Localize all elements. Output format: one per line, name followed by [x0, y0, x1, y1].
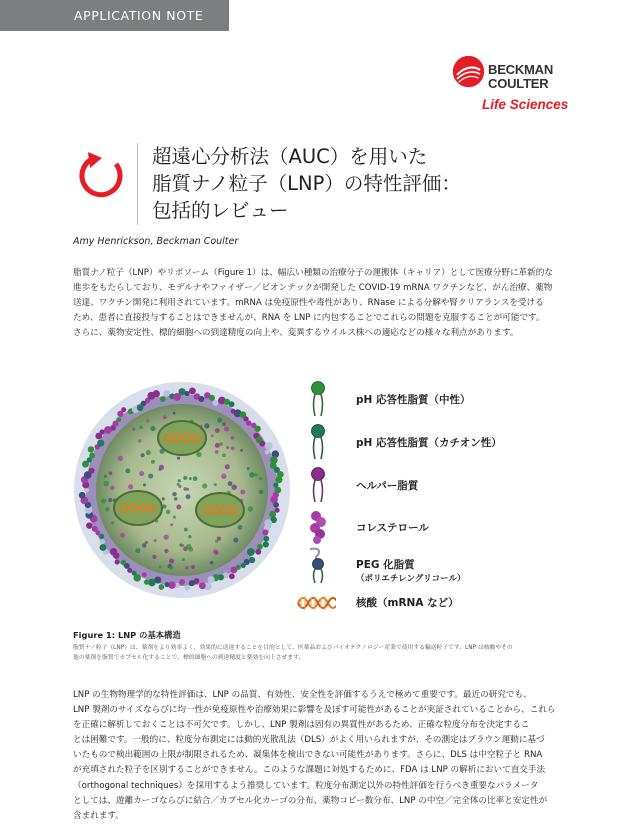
lipid-head	[257, 544, 263, 550]
body-line: （orthogonal techniques）を採用するよう推奨しています。粒度分布測定以外の特性評価を行うべき重要なパラメータ	[73, 780, 539, 791]
lipid-head	[164, 582, 169, 587]
body-line: LNP の生物物理学的な特性評価は、LNP の品質、有効性、安全性を評価するうえで極めて重要です。最近の研究でも、	[73, 690, 532, 700]
lipid-particle	[215, 450, 219, 454]
figure-description-line: 他の薬剤を脂質でカプセル化することで、標的細胞への到達精度と薬効を向上させます。	[73, 655, 305, 661]
lipid-particle	[162, 497, 165, 500]
lipid-nanoparticle-illustration	[70, 378, 295, 603]
lipid-particle	[176, 504, 181, 509]
lipid-particle	[188, 535, 191, 538]
lipid-head	[262, 529, 268, 535]
lipid-legend	[300, 380, 560, 610]
title-line-3: 包括的レビュー	[152, 199, 289, 222]
lipid-particle	[166, 510, 171, 515]
lipid-particle	[111, 521, 114, 524]
lipid-head	[189, 580, 195, 586]
lipid-particle	[101, 498, 106, 503]
lipid-particle	[231, 447, 235, 451]
lipid-particle	[240, 489, 245, 494]
lipid-head	[246, 420, 252, 426]
lipid-head	[184, 585, 190, 591]
legend-label: PEG 化脂質	[356, 559, 415, 571]
lipid-particle	[172, 492, 176, 496]
lipid-head	[92, 526, 98, 532]
body-line: 含まれます。	[73, 810, 124, 821]
lipid-head	[88, 446, 94, 452]
lipid-particle	[202, 483, 207, 488]
lipid-head	[100, 544, 107, 551]
beckman-coulter-logo[interactable]	[452, 52, 572, 122]
lipid-particle	[104, 475, 107, 478]
lipid-head	[259, 441, 265, 447]
lipid-particle	[164, 549, 168, 553]
intro-line: さらに、薬物安定性、標的細胞への到達精度の向上や、変異するウイルス株への適応などの様々な利点があります。	[73, 328, 519, 339]
lipid-head	[127, 568, 132, 573]
lipid-particle	[132, 428, 135, 431]
legend-item-helper-lipid	[300, 466, 560, 502]
lipid-particle	[110, 486, 114, 490]
lipid-head	[160, 397, 165, 402]
lipid-particle	[169, 566, 173, 570]
lipid-particle	[164, 534, 169, 539]
lipid-particle	[146, 419, 149, 422]
lipid-particle	[184, 528, 188, 532]
refresh-cycle-icon	[74, 150, 126, 202]
lipid-particle	[215, 428, 220, 433]
lipid-particle	[248, 506, 254, 512]
lipid-particle	[240, 449, 243, 452]
lipid-head	[269, 511, 276, 518]
lipid-particle	[108, 498, 112, 502]
lipid-head	[263, 536, 269, 542]
beckman-logo-icon	[452, 55, 485, 88]
lipid-particle	[120, 533, 125, 538]
lipid-particle	[152, 555, 156, 559]
intro-line: 進歩をもたらしており、モデルナやファイザー／ビオンテックが開発した COVID-19 mRNA ワクチンなど、がん治療、薬物	[73, 283, 553, 294]
lipid-particle	[254, 473, 257, 476]
lipid-head	[115, 560, 120, 565]
lipid-particle	[228, 481, 233, 486]
lipid-head	[142, 572, 147, 577]
body-line: が充填された粒子を区別することができません。このような課題に対処するために、FDA は LNP の解析において直交手法	[73, 765, 546, 776]
logo-text-beckman: BECKMAN	[488, 62, 554, 77]
figure-caption: Figure 1: LNP の基本構造	[73, 630, 181, 640]
lipid-head	[121, 407, 126, 412]
lipid-head	[263, 541, 269, 547]
lipid-particle	[259, 490, 264, 495]
peg-lipid-icon	[300, 545, 336, 585]
lipid-head	[212, 400, 218, 406]
legend-sublabel: （ポリエチレングリコール）	[356, 574, 466, 584]
lipid-particle	[105, 507, 110, 512]
lipid-head	[121, 560, 126, 565]
lipid-particle	[186, 544, 192, 550]
lipid-particle	[233, 538, 238, 543]
legend-label: pH 応答性脂質（カチオン性）	[356, 437, 502, 449]
lipid-head	[89, 468, 95, 474]
lipid-particle	[183, 476, 187, 480]
lipid-particle	[211, 434, 214, 437]
legend-label: コレステロール	[356, 522, 429, 534]
lipid-head	[229, 573, 235, 579]
lipid-head	[132, 571, 137, 576]
body-line: とは困難です。一般的に、粒度分布測定には動的光散乱法（DLS）がよく用いられますが、その測定はブラウン運動に基づ	[73, 735, 545, 746]
lipid-particle	[173, 516, 176, 519]
lipid-particle	[141, 453, 145, 457]
intro-paragraph	[73, 266, 563, 341]
lipid-particle	[231, 436, 235, 440]
lipid-head	[116, 417, 121, 422]
lipid-head	[198, 396, 204, 402]
lipid-head	[100, 429, 105, 434]
lipid-particle	[249, 472, 254, 477]
cholesterol-icon	[300, 508, 336, 548]
lipid-particle	[178, 485, 181, 488]
lipid-head	[229, 401, 235, 407]
legend-item-peg-lipid	[300, 545, 560, 584]
lipid-particle	[214, 483, 217, 486]
lipid-particle	[178, 479, 181, 482]
lipid-particle	[215, 540, 218, 543]
mrna-icon	[292, 583, 336, 623]
lipid-particle	[185, 566, 188, 569]
lipid-particle	[135, 548, 140, 553]
lipid-particle	[138, 439, 141, 442]
lipid-head	[144, 579, 149, 584]
lipid-particle	[150, 426, 155, 431]
lipid-head	[275, 508, 280, 513]
lipid-particle	[159, 565, 162, 568]
lipid-head	[209, 395, 215, 401]
legend-label: 核酸（mRNA など）	[356, 597, 459, 609]
legend-label: pH 応答性脂質（中性）	[356, 394, 471, 406]
lipid-particle	[247, 467, 250, 470]
lipid-head	[179, 579, 185, 585]
lipid-head	[100, 539, 105, 544]
lipid-head	[207, 576, 214, 583]
lipid-particle	[210, 561, 213, 564]
lipid-head	[199, 582, 206, 589]
lipid-particle	[222, 453, 226, 457]
lipid-particle	[103, 481, 109, 487]
lipid-head	[189, 387, 196, 394]
lipid-particle	[215, 443, 220, 448]
lipid-particle	[182, 558, 185, 561]
legend-label: ヘルパー脂質	[356, 480, 419, 492]
lipid-particle	[170, 523, 173, 526]
lipid-head	[153, 390, 160, 397]
lipid-particle	[219, 442, 223, 446]
helper-lipid-icon	[300, 466, 336, 506]
lipid-particle	[148, 474, 153, 479]
lipid-particle	[221, 474, 226, 479]
title-line-1: 超遠心分析法（AUC）を用いた	[152, 145, 428, 168]
lipid-head	[163, 390, 170, 397]
lipid-head	[89, 453, 95, 459]
cationic-lipid-icon	[300, 423, 336, 463]
lipid-particle	[193, 476, 198, 481]
lipid-particle	[174, 497, 178, 501]
lipid-particle	[186, 488, 189, 491]
lipid-head	[184, 391, 189, 396]
lipid-particle	[238, 525, 243, 530]
lipid-head	[99, 534, 104, 539]
legend-item-mrna	[300, 583, 560, 619]
lipid-particle	[142, 543, 146, 547]
lipid-particle	[154, 539, 157, 542]
lipid-head	[110, 548, 117, 555]
lipid-particle	[169, 559, 174, 564]
lipid-particle	[139, 426, 142, 429]
lipid-particle	[186, 494, 191, 499]
body-line: としては、遊離カーゴならびに結合／カプセル化カーゴの分布、薬物コピー数分布、LNP の中空／完全体の比率と安定性が	[73, 795, 548, 806]
lipid-particle	[125, 468, 130, 473]
lipid-head	[273, 502, 279, 508]
lipid-head	[273, 482, 278, 487]
lipid-head	[230, 566, 237, 573]
lipid-head	[178, 388, 185, 395]
legend-item-cationic-lipid	[300, 423, 560, 459]
lipid-particle	[181, 544, 184, 547]
lipid-particle	[143, 483, 146, 486]
lipid-head	[254, 426, 260, 432]
lipid-particle	[163, 415, 167, 419]
lipid-head	[241, 563, 246, 568]
lipid-particle	[226, 446, 229, 449]
lipid-particle	[151, 460, 155, 464]
body-line: LNP 製剤のサイズならびに均一性が免疫原性や治療効果に影響を及ぼす可能性があることが実証されていることから、これら	[73, 705, 556, 716]
lipid-head	[255, 549, 261, 555]
logo-text-life-sciences: Life Sciences	[482, 97, 569, 112]
lipid-particle	[118, 456, 123, 461]
title-line-2: 脂質ナノ粒子（LNP）の特性評価：	[152, 172, 461, 195]
lipid-head	[97, 439, 104, 446]
lipid-head	[249, 557, 255, 563]
figure-description	[73, 643, 563, 663]
application-note-tag: APPLICATION NOTE	[0, 0, 229, 31]
figure-description-line: 脂質ナノ粒子（LNP）は、薬剤をより効率よく、効果的に送達することを目的として、医薬品およびバイオテクノロジー産業で使用する輸送粒子です。LNP は核酸やその	[73, 645, 513, 651]
title-divider	[137, 143, 138, 225]
lipid-particle	[146, 450, 151, 455]
lipid-particle	[225, 464, 230, 469]
lipid-head	[159, 584, 165, 590]
lipid-particle	[224, 427, 229, 432]
legend-item-neutral-lipid	[300, 380, 560, 416]
logo-text-coulter: COULTER	[488, 76, 549, 91]
lipid-particle	[173, 412, 176, 415]
lipid-head	[79, 492, 86, 499]
lipid-particle	[189, 477, 192, 480]
lipid-particle	[158, 468, 161, 471]
lipid-particle	[213, 549, 218, 554]
intro-line: ため、患者に直接投与することはできませんが、RNA を LNP に内包することでこれらの問題を克服することが可能です。	[73, 313, 545, 324]
lipid-particle	[217, 418, 222, 423]
lipid-head	[275, 476, 282, 483]
body-paragraph	[73, 688, 563, 824]
lipid-particle	[222, 422, 226, 426]
page-title	[152, 143, 461, 224]
intro-line: 脂質ナノ粒子（LNP）やリポソーム（Figure 1）は、幅広い種類の治療分子の運搬体（キャリア）として医療分野に革新的な	[73, 268, 553, 278]
lipid-particle	[231, 484, 236, 489]
lipid-head	[247, 548, 255, 556]
body-line: を正確に解析しておくことは不可欠です。しかし、LNP 製剤は固有の異質性があるため、正確な粒度分布を決定するこ	[73, 720, 530, 731]
lipid-particle	[259, 477, 263, 481]
lipid-particle	[128, 484, 133, 489]
lipid-particle	[109, 471, 113, 475]
lipid-particle	[177, 457, 180, 460]
neutral-lipid-icon	[300, 380, 336, 420]
lipid-particle	[191, 565, 195, 569]
lipid-particle	[204, 423, 209, 428]
lipid-head	[86, 522, 92, 528]
lipid-particle	[139, 471, 144, 476]
intro-line: 送達、ワクチン開発に利用されています。mRNA は免疫原性や毒性があり、RNase による分解や腎クリアランスを受ける	[73, 298, 544, 309]
body-line: いたもので検出範囲の上限が制限されるため、凝集体を検出できない可能性があります。さらに、DLS は中空粒子と RNA	[73, 750, 543, 761]
author: Amy Henrickson, Beckman Coulter	[73, 236, 239, 247]
legend-item-cholesterol	[300, 508, 560, 544]
lipid-head	[265, 450, 270, 455]
lipid-head	[265, 442, 273, 450]
